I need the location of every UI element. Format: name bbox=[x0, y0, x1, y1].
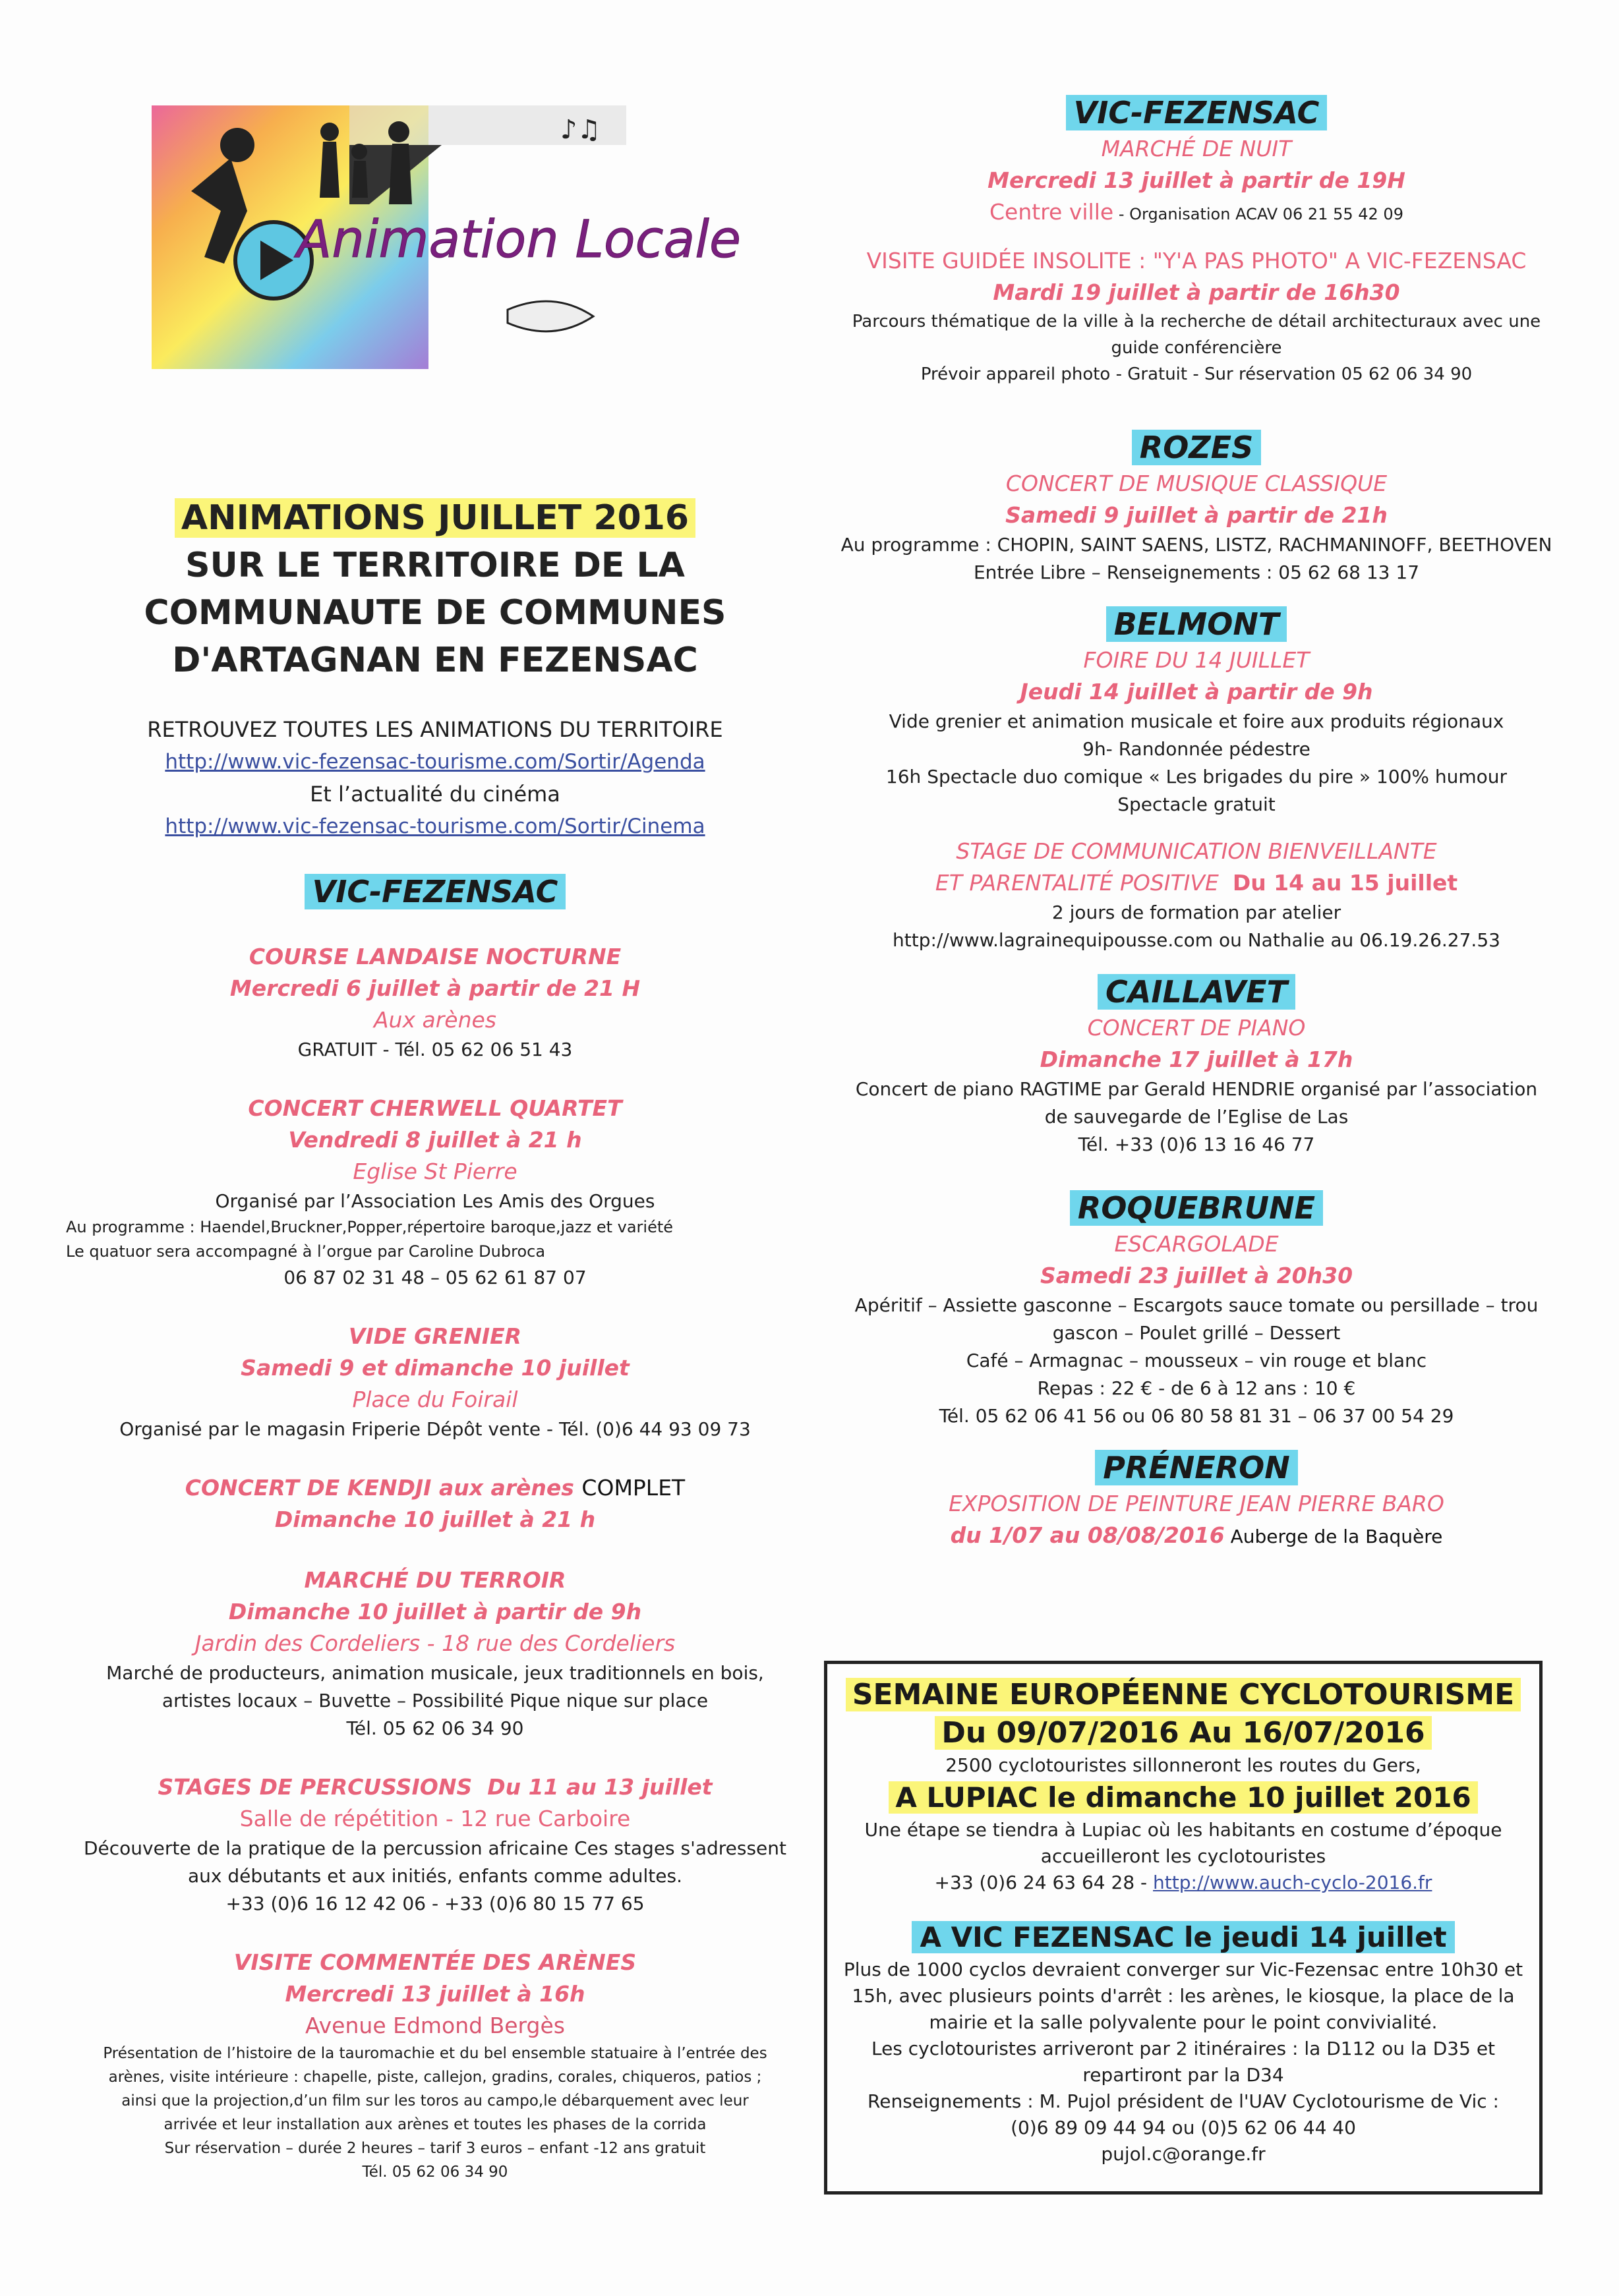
box-info: accueilleront les cyclotouristes bbox=[1040, 1845, 1326, 1867]
event-phone: +33 (0)6 16 12 42 06 - +33 (0)6 80 15 77 65 bbox=[225, 1893, 645, 1914]
event-visite-arenes bbox=[53, 1947, 817, 2184]
event-title: FOIRE DU 14 JUILLET bbox=[1083, 647, 1310, 673]
event-info: Spectacle gratuit bbox=[1117, 793, 1276, 815]
event-info: Le quatuor sera accompagné à l’orgue par Caroline Dubroca bbox=[66, 1242, 546, 1261]
event-date: du 1/07 au 08/08/2016 Auberge de la Baquère bbox=[950, 1522, 1443, 1548]
event-date: Dimanche 10 juillet à partir de 9h bbox=[228, 1599, 642, 1624]
box-lupiac: A LUPIAC le dimanche 10 juillet 2016 bbox=[827, 1779, 1539, 1817]
event-marche-terroir bbox=[53, 1564, 817, 1742]
event-cherwell-quartet bbox=[53, 1093, 817, 1292]
box-info: mairie et la salle polyvalente pour le point convivialité. bbox=[929, 2011, 1438, 2033]
event-place: Jardin des Cordeliers - 18 rue des Cordeliers bbox=[194, 1630, 676, 1656]
town-caillavet: CAILLAVET bbox=[824, 971, 1569, 1012]
box-info: Les cyclotouristes arriveront par 2 itinéraires : la D112 ou la D35 et bbox=[871, 2038, 1496, 2059]
event-info: Organisé par l’Association Les Amis des Orgues bbox=[215, 1190, 655, 1212]
event-vide-grenier bbox=[53, 1321, 817, 1443]
event-date: Vendredi 8 juillet à 21 h bbox=[288, 1127, 582, 1153]
box-info: 2500 cyclotouristes sillonneront les routes du Gers, bbox=[945, 1754, 1421, 1776]
event-course-landaise bbox=[53, 941, 817, 1064]
event-title: ET PARENTALITÉ POSITIVE Du 14 au 15 juillet bbox=[935, 870, 1458, 896]
event-info: Repas : 22 € - de 6 à 12 ans : 10 € bbox=[1037, 1377, 1356, 1399]
header-line4: D'ARTAGNAN EN FEZENSAC bbox=[172, 641, 698, 680]
event-place: Centre ville - Organisation ACAV 06 21 55 42 09 bbox=[989, 199, 1403, 225]
cyclo-link[interactable]: http://www.auch-cyclo-2016.fr bbox=[1153, 1872, 1432, 1893]
event-date: Mercredi 6 juillet à partir de 21 H bbox=[229, 975, 641, 1001]
event-date: Samedi 9 juillet à partir de 21h bbox=[1005, 502, 1388, 528]
box-info: Renseignements : M. Pujol président de l'UAV Cyclotourisme de Vic : bbox=[868, 2090, 1499, 2112]
event-place: Aux arènes bbox=[373, 1007, 496, 1033]
event-date: Mercredi 13 juillet à partir de 19H bbox=[987, 167, 1405, 193]
intro-line2: Et l’actualité du cinéma bbox=[310, 782, 560, 807]
event-info: Découverte de la pratique de la percussion africaine Ces stages s'adressent bbox=[83, 1837, 787, 1859]
event-title: STAGES DE PERCUSSIONS Du 11 au 13 juillet bbox=[158, 1774, 713, 1800]
event-phone: Tél. 05 62 06 34 90 bbox=[346, 1717, 524, 1739]
event-date: Mardi 19 juillet à partir de 16h30 bbox=[993, 279, 1400, 305]
header-line3: COMMUNAUTE DE COMMUNES bbox=[144, 593, 726, 633]
event-link[interactable]: http://www.lagrainequipousse.com ou Nathalie au 06.19.26.27.53 bbox=[893, 929, 1500, 951]
box-vic: A VIC FEZENSAC le jeudi 14 juillet bbox=[827, 1918, 1539, 1957]
agenda-link[interactable]: http://www.vic-fezensac-tourisme.com/Sortir/Agenda bbox=[165, 750, 705, 774]
event-info: Apéritif – Assiette gasconne – Escargots sauce tomate ou persillade – trou bbox=[854, 1294, 1539, 1316]
event-title: STAGE DE COMMUNICATION BIENVEILLANTE bbox=[956, 838, 1437, 864]
logo-graphic bbox=[132, 92, 741, 382]
event-info: Café – Armagnac – mousseux – vin rouge et blanc bbox=[966, 1350, 1427, 1371]
town-preneron: PRÉNERON bbox=[824, 1447, 1569, 1488]
event-title: MARCHÉ DE NUIT bbox=[1101, 136, 1292, 161]
event-title: VISITE COMMENTÉE DES ARÈNES bbox=[233, 1949, 637, 1975]
event-date: Samedi 9 et dimanche 10 juillet bbox=[241, 1355, 630, 1381]
event-info: guide conférencière bbox=[1111, 338, 1282, 358]
town-roquebrune: ROQUEBRUNE bbox=[824, 1188, 1569, 1228]
event-info: arènes, visite intérieure : chapelle, piste, callejon, gradins, corales, chiqueros, patios ; bbox=[108, 2069, 762, 2086]
event-info: arrivée et leur installation aux arènes et toutes les phases de la corrida bbox=[163, 2116, 707, 2133]
event-title: ESCARGOLADE bbox=[1114, 1231, 1279, 1257]
box-phone: (0)6 89 09 44 94 ou (0)5 62 06 44 40 bbox=[1011, 2117, 1356, 2138]
box-title: SEMAINE EUROPÉENNE CYCLOTOURISME bbox=[827, 1676, 1539, 1714]
event-place: Salle de répétition - 12 rue Carboire bbox=[239, 1806, 631, 1831]
box-dates: Du 09/07/2016 Au 16/07/2016 bbox=[827, 1714, 1539, 1752]
box-info: Une étape se tiendra à Lupiac où les habitants en costume d’époque bbox=[864, 1819, 1502, 1841]
event-title: COURSE LANDAISE NOCTURNE bbox=[249, 944, 622, 969]
event-info: aux débutants et aux initiés, enfants comme adultes. bbox=[188, 1865, 682, 1887]
event-title: CONCERT DE PIANO bbox=[1087, 1015, 1306, 1041]
box-email[interactable]: pujol.c@orange.fr bbox=[1101, 2143, 1266, 2165]
town-vic-fezensac: VIC-FEZENSAC bbox=[53, 871, 817, 912]
event-date: Dimanche 10 juillet à 21 h bbox=[274, 1507, 596, 1532]
town-vic-fezensac-right: VIC-FEZENSAC bbox=[824, 92, 1569, 133]
event-title: VISITE GUIDÉE INSOLITE : "Y'A PAS PHOTO" A VIC-FEZENSAC bbox=[866, 248, 1527, 273]
event-title: MARCHÉ DU TERROIR bbox=[304, 1567, 566, 1593]
event-date: Dimanche 17 juillet à 17h bbox=[1040, 1047, 1353, 1072]
event-info: 2 jours de formation par atelier bbox=[1051, 902, 1341, 923]
event-info: Au programme : CHOPIN, SAINT SAENS, LISTZ, RACHMANINOFF, BEETHOVEN bbox=[840, 534, 1552, 556]
right-column bbox=[824, 0, 1569, 1551]
event-info: Marché de producteurs, animation musicale, jeux traditionnels en bois, bbox=[106, 1662, 764, 1684]
complet-badge: COMPLET bbox=[581, 1475, 686, 1501]
event-phone: Tél. +33 (0)6 13 16 46 77 bbox=[1078, 1134, 1315, 1155]
event-stages-percussions bbox=[53, 1771, 817, 1918]
animation-locale-logo bbox=[132, 92, 741, 382]
left-column bbox=[53, 0, 817, 2184]
box-info: repartiront par la D34 bbox=[1082, 2064, 1284, 2086]
event-phone: 06 87 02 31 48 – 05 62 61 87 07 bbox=[283, 1267, 587, 1288]
event-info: Entrée Libre – Renseignements : 05 62 68 13 17 bbox=[973, 561, 1420, 583]
header-line1: ANIMATIONS JUILLET 2016 bbox=[53, 494, 817, 542]
event-info: Vide grenier et animation musicale et foire aux produits régionaux bbox=[889, 710, 1504, 732]
header-line2: SUR LE TERRITOIRE DE LA bbox=[185, 546, 685, 585]
svg-text:♪♫: ♪♫ bbox=[560, 115, 601, 145]
event-info: Organisé par le magasin Friperie Dépôt vente - Tél. (0)6 44 93 09 73 bbox=[119, 1418, 751, 1440]
event-title: CONCERT DE KENDJI aux arènes COMPLET bbox=[185, 1475, 686, 1501]
event-info: Concert de piano RAGTIME par Gerald HENDRIE organisé par l’association bbox=[855, 1078, 1538, 1100]
event-info: GRATUIT - Tél. 05 62 06 51 43 bbox=[297, 1039, 573, 1060]
event-info: Présentation de l’histoire de la tauromachie et du bel ensemble statuaire à l’entrée des bbox=[103, 2045, 767, 2062]
box-contact: +33 (0)6 24 63 64 28 - http://www.auch-cyclo-2016.fr bbox=[934, 1872, 1432, 1893]
event-title: EXPOSITION DE PEINTURE JEAN PIERRE BARO bbox=[949, 1491, 1444, 1516]
box-info: 15h, avec plusieurs points d'arrêt : les arènes, le kiosque, la place de la bbox=[852, 1985, 1515, 2007]
cyclotourisme-box bbox=[824, 1661, 1543, 2195]
box-info: Plus de 1000 cyclos devraient converger sur Vic-Fezensac entre 10h30 et bbox=[843, 1959, 1523, 1980]
event-date: Mercredi 13 juillet à 16h bbox=[285, 1981, 585, 2007]
event-place: Place du Foirail bbox=[352, 1387, 518, 1412]
event-date: Samedi 23 juillet à 20h30 bbox=[1040, 1263, 1353, 1288]
event-place: Eglise St Pierre bbox=[353, 1159, 517, 1184]
event-info: Sur réservation – durée 2 heures – tarif 3 euros – enfant -12 ans gratuit bbox=[164, 2140, 706, 2157]
event-title: CONCERT CHERWELL QUARTET bbox=[248, 1095, 622, 1121]
event-concert-kendji bbox=[53, 1472, 817, 1535]
event-phone: Tél. 05 62 06 41 56 ou 06 80 58 81 31 – 06 37 00 54 29 bbox=[939, 1405, 1454, 1427]
event-info: 9h- Randonnée pédestre bbox=[1082, 738, 1310, 760]
logo-title: Animation Locale bbox=[297, 210, 741, 270]
event-phone: Tél. 05 62 06 34 90 bbox=[362, 2164, 508, 2181]
event-info: 16h Spectacle duo comique « Les brigades du pire » 100% humour bbox=[885, 766, 1508, 788]
town-belmont: BELMONT bbox=[824, 604, 1569, 645]
event-title: VIDE GRENIER bbox=[348, 1323, 522, 1349]
cinema-link[interactable]: http://www.vic-fezensac-tourisme.com/Sortir/Cinema bbox=[165, 815, 705, 838]
event-info: ainsi que la projection,d’un film sur les toros au campo,le débarquement avec leur bbox=[121, 2092, 749, 2109]
event-info: artistes locaux – Buvette – Possibilité Pique nique sur place bbox=[162, 1690, 709, 1711]
event-info: gascon – Poulet grillé – Dessert bbox=[1052, 1322, 1341, 1344]
event-info: de sauvegarde de l’Eglise de Las bbox=[1044, 1106, 1349, 1128]
event-info: Prévoir appareil photo - Gratuit - Sur réservation 05 62 06 34 90 bbox=[920, 364, 1473, 384]
event-place: Avenue Edmond Bergès bbox=[305, 2013, 565, 2038]
event-title: CONCERT DE MUSIQUE CLASSIQUE bbox=[1005, 471, 1388, 496]
town-rozes: ROZES bbox=[824, 427, 1569, 468]
event-info: Au programme : Haendel,Bruckner,Popper,répertoire baroque,jazz et variété bbox=[66, 1218, 674, 1236]
event-date: Jeudi 14 juillet à partir de 9h bbox=[1020, 679, 1373, 704]
intro-line1: RETROUVEZ TOUTES LES ANIMATIONS DU TERRITOIRE bbox=[147, 717, 723, 742]
event-info: Parcours thématique de la ville à la recherche de détail architecturaux avec une bbox=[852, 312, 1541, 331]
